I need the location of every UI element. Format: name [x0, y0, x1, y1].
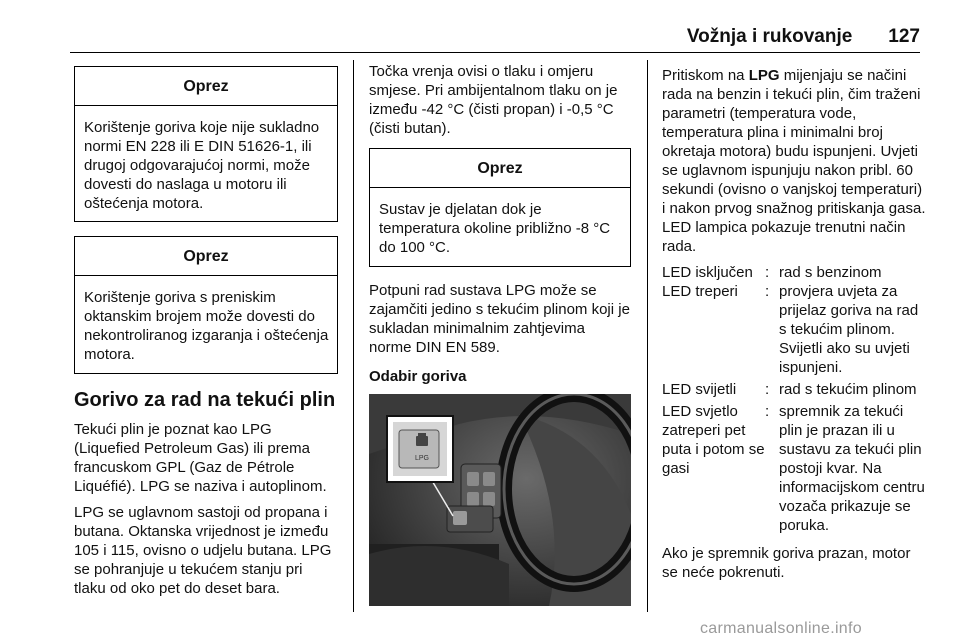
- paragraph: Ako je spremnik goriva prazan, motor se neće pokrenuti.: [662, 545, 911, 581]
- caution-box-temperature: [369, 148, 631, 267]
- paragraph: Tekući plin je poznat kao LPG (Liquefied Petroleum Gas) ili prema francuskom GPL (Gaz de Pétrole Liquéfié). LPG se naziva i autoplinom.: [74, 421, 327, 495]
- watermark: carmanualsonline.info: [700, 620, 862, 637]
- paragraph: Točka vrenja ovisi o tlaku i omjeru smjese. Pri ambijentalnom tlaku on je između -42 °C (čisti propan) i -0,5 °C (čisti butan).: [369, 63, 618, 137]
- led-meaning: spremnik za tekući plin je prazan ili u sustavu za tekući plin postoji kvar. Na informacijskom centru vozača prikazuje se poruka.: [779, 403, 925, 534]
- table-row: [662, 377, 926, 399]
- page-number: 127: [888, 26, 920, 47]
- table-row: [662, 263, 926, 282]
- led-meaning: provjera uvjeta za prijelaz goriva na rad s tekućim plinom. Svijetli ako su uvjeti ispunjeni.: [779, 283, 919, 376]
- led-meaning: rad s benzinom: [779, 264, 882, 281]
- lpg-button-reference: LPG: [748, 67, 780, 84]
- separator: :: [765, 283, 770, 300]
- section-heading: Gorivo za rad na tekući plin: [74, 389, 336, 411]
- page-title: Vožnja i rukovanje: [686, 26, 853, 47]
- led-state: LED svijetli: [662, 381, 737, 398]
- column-divider-1: [353, 60, 354, 612]
- caution-body: Korištenje goriva s preniskim oktanskim brojem može dovesti do nekontroliranog izgaranja i oštećenja motora.: [84, 289, 329, 363]
- dashboard-illustration: [369, 394, 631, 606]
- paragraph: LPG se uglavnom sastoji od propana i butana. Oktanska vrijednost je između 105 i 115, ovisno o udjelu butana. LPG se pohranjuje u tekućem stanju pri tlaku od oko pet do deset bara.: [74, 504, 332, 597]
- caution-title: Oprez: [75, 67, 337, 106]
- column-3: [662, 66, 926, 589]
- led-state: LED treperi: [662, 283, 738, 300]
- led-state: LED isključen: [662, 264, 753, 281]
- column-2: [369, 62, 631, 606]
- caution-title: Oprez: [370, 149, 630, 188]
- caution-box-fuel-norm: [74, 66, 338, 222]
- caution-title: Oprez: [75, 237, 337, 276]
- column-1: [74, 66, 338, 605]
- separator: :: [765, 264, 770, 281]
- table-row: [662, 399, 926, 535]
- led-meaning: rad s tekućim plinom: [779, 381, 917, 398]
- paragraph-intro: [662, 66, 926, 256]
- led-status-table: [662, 263, 926, 535]
- lpg-button-label: LPG: [414, 455, 430, 462]
- lpg-switch-photo: [369, 394, 631, 606]
- intro-text: Pritiskom na: [662, 67, 749, 84]
- paragraph: Potpuni rad sustava LPG može se zajamčiti jedino s tekućim plinom koji je sukladan minimalnim zahtjevima norme DIN EN 589.: [369, 282, 630, 356]
- separator: :: [765, 403, 770, 420]
- table-row: [662, 282, 926, 377]
- intro-text: mijenjaju se načini rada na benzin i tekući plin, čim traženi parametri (temperatura vode, temperatura plina i minimalni broj okretaja motora) budu ispunjeni. Uvjeti se uglavnom ispunjuju nakon pribl. 60 sekundi (ovisno o vanjskoj temperaturi) i nakon prvog snažnog pritiskanja gasa. LED lampica pokazuje trenutni način rada.: [662, 67, 926, 255]
- caution-box-octane: [74, 236, 338, 374]
- led-state: LED svjetlo zatreperi pet puta i potom se gasi: [662, 403, 765, 477]
- column-divider-2: [647, 60, 648, 612]
- page-header: [687, 26, 920, 48]
- caution-body: Sustav je djelatan dok je temperatura okoline približno -8 °C do 100 °C.: [379, 201, 611, 256]
- separator: :: [765, 381, 770, 398]
- subsection-heading: Odabir goriva: [369, 368, 467, 385]
- header-rule: [70, 52, 920, 53]
- caution-body: Korištenje goriva koje nije sukladno normi EN 228 ili E DIN 51626-1, ili drugoj odgovarajućoj normi, može dovesti do naslaga u motoru ili oštećenja motora.: [84, 119, 320, 212]
